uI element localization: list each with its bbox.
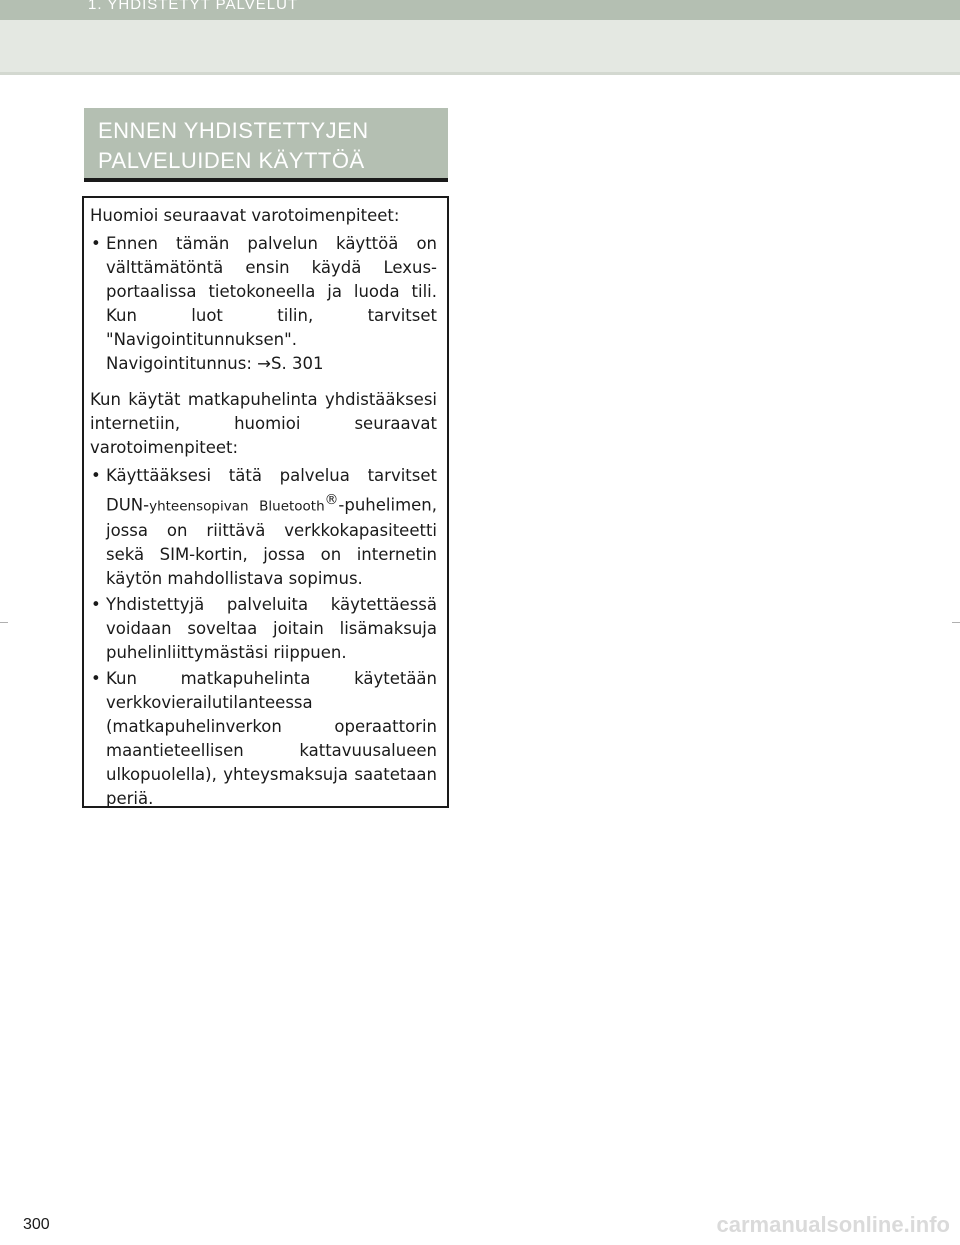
crop-mark-right	[952, 622, 960, 623]
section-title-line-2: PALVELUIDEN KÄYTTÖÄ	[98, 148, 365, 173]
section-title	[84, 108, 448, 182]
bullet-text-suffix: -puhelimen, jossa on riittävä verkkokapasiteetti sekä SIM-kortin, jossa on internetin käytön mahdollistava sopimus.	[106, 495, 437, 588]
page-number: 300	[23, 1216, 50, 1233]
bullet-text-small: yhteensopivan Bluetooth	[149, 498, 325, 515]
bullet-text-prefix: Käyttääksesi tätä palvelua tarvitset DUN-	[106, 466, 437, 515]
caution-intro-1: Huomioi seuraavat varotoimenpiteet:	[90, 206, 400, 225]
caution-list-2	[90, 464, 437, 811]
caution-list-1	[90, 232, 437, 376]
list-item: • Ennen tämän palvelun käyttöä on välttämätöntä ensin käydä Lexus-portaalissa tietokoneella ja luoda tili. Kun luot tilin, tarvitset "Navigointitunnuksen". Navigointitunnus: →S. 301	[90, 232, 437, 376]
registered-mark: ®	[324, 492, 339, 508]
chapter-bar	[0, 0, 960, 20]
top-header-band	[0, 0, 960, 75]
caution-intro-2: Kun käytät matkapuhelinta yhdistääksesi internetiin, huomioi seuraavat varotoimenpiteet:	[90, 390, 437, 457]
caution-box	[82, 196, 449, 808]
crop-mark-left	[0, 622, 8, 623]
list-item: • Yhdistettyjä palveluita käytettäessä voidaan soveltaa joitain lisämaksuja puhelinliittymästäsi riippuen.	[90, 593, 437, 665]
chapter-title: 1. YHDISTETYT PALVELUT	[88, 0, 299, 13]
list-item	[90, 464, 437, 591]
list-item: • Kun matkapuhelinta käytetään verkkovierailutilanteessa (matkapuhelinverkon operaattorin maantieteellisen kattavuusalueen ulkopuolella), yhteysmaksuja saatetaan periä.	[90, 667, 437, 811]
section-title-line-1: ENNEN YHDISTETTYJEN	[98, 118, 369, 143]
watermark: carmanualsonline.info	[716, 1212, 950, 1237]
